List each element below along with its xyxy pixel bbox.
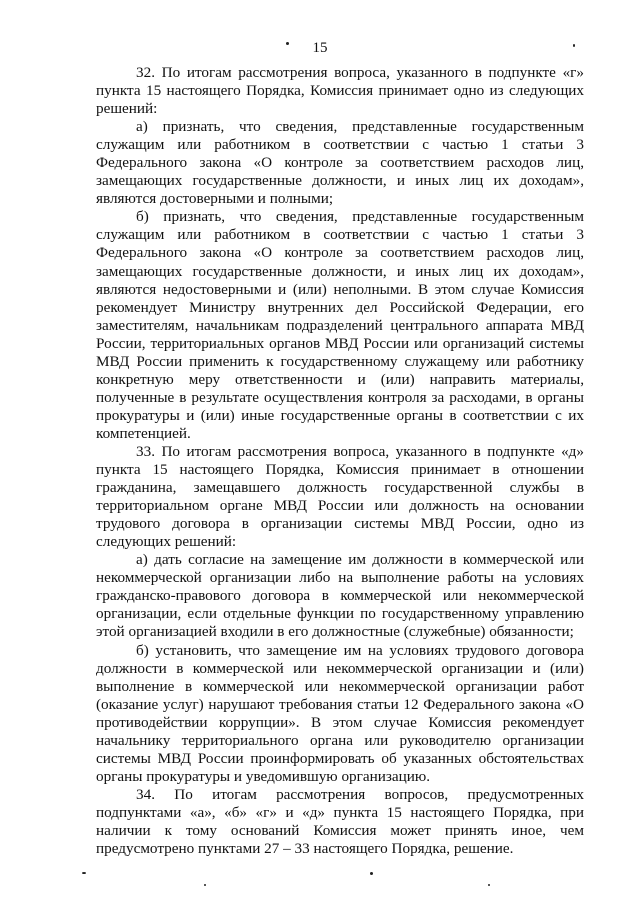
paragraph-32-b: б) признать, что сведения, представленные государственным служащим или работником в соответствии с частью 1 статьи 3 Федерального закона «О контроле за соответствием расходов лиц, замещающих государственные должности, и иных лиц их доходам», являются недостоверными и (или) неполными. В этом случае Комиссия рекомендует Министру внутренних дел Российской Федерации, его заместителям, начальникам подразделений центрального аппарата МВД России, территориальных органов МВД России или организаций системы МВД России применить к государственному служащему или работнику конкретную меру ответственности и (или) направить материалы, полученные в результате осуществления контроля за расходами, в органы прокуратуры и (или) иные государственные органы в соответствии с их компетенцией. <box>96 208 584 442</box>
paragraph-34: 34. По итогам рассмотрения вопросов, предусмотренных подпунктами «а», «б» «г» и «д» пункта 15 настоящего Порядка, при наличии к тому оснований Комиссия может принять иное, чем предусмотрено пунктами 27 – 33 настоящего Порядка, решение. <box>96 785 584 858</box>
paragraph-33: 33. По итогам рассмотрения вопроса, указанного в подпункте «д» пункта 15 настоящего Порядка, Комиссия принимает в отношении гражданина, замещавшего должность государственной службы в территориальном органе МВД России или должность на основании трудового договора в организации системы МВД России, одно из следующих решений: <box>96 442 584 551</box>
document-body <box>96 64 584 858</box>
scan-speck <box>370 872 373 875</box>
scan-speck <box>573 44 575 47</box>
paragraph-32: 32. По итогам рассмотрения вопроса, указанного в подпункте «г» пункта 15 настоящего Порядка, Комиссия принимает одно из следующих решений: <box>96 64 584 118</box>
scan-speck <box>488 884 490 886</box>
scan-speck <box>286 42 289 45</box>
paragraph-33-b: б) установить, что замещение им на условиях трудового договора должности в коммерческой или некоммерческой организации и (или) выполнение в коммерческой или некоммерческой организации работ (оказание услуг) нарушают требования статьи 12 Федерального закона «О противодействии коррупции». В этом случае Комиссия рекомендует начальнику территориального органа или руководителю организации системы МВД России проинформировать об указанных обстоятельствах органы прокуратуры и уведомившую организацию. <box>96 641 584 785</box>
scan-speck <box>204 884 206 886</box>
paragraph-32-a: а) признать, что сведения, представленные государственным служащим или работником в соответствии с частью 1 статьи 3 Федерального закона «О контроле за соответствием расходов лиц, замещающих государственные должности, и иных лиц их доходам», являются достоверными и полными; <box>96 118 584 208</box>
page-number: 15 <box>312 40 328 56</box>
paragraph-33-a: а) дать согласие на замещение им должности в коммерческой или некоммерческой организации либо на выполнение работы на условиях гражданско-правового договора в коммерческой или некоммерческой организации, если отдельные функции по государственному управлению этой организацией входили в его должностные (служебные) обязанности; <box>96 551 584 641</box>
scan-speck <box>82 872 86 874</box>
